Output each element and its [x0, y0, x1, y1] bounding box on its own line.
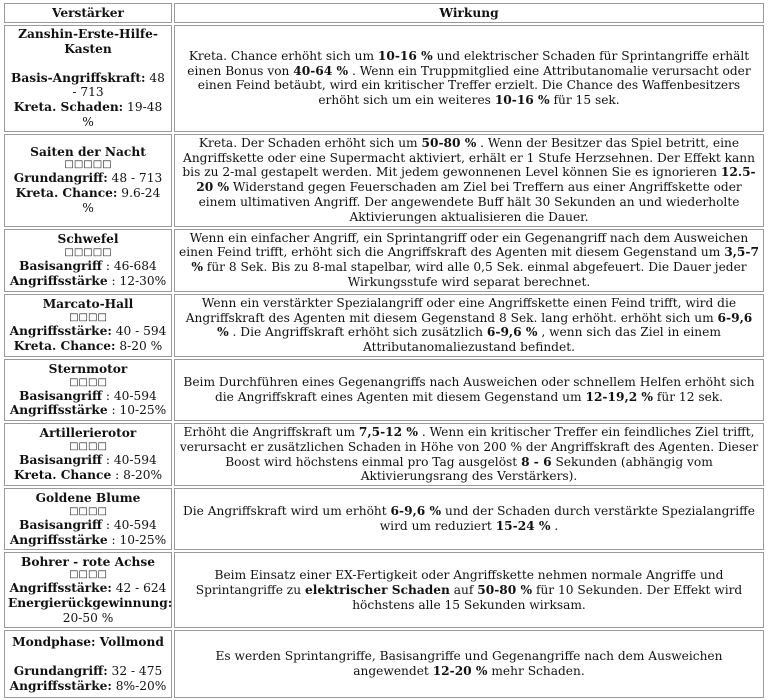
stat-value: : 10-25% — [107, 403, 167, 418]
amplifier-cell — [4, 229, 172, 292]
effect-highlight: 3,5-7 % — [191, 245, 759, 275]
effect-cell — [174, 359, 764, 421]
effect-text: und der Schaden durch verstärkte Spezialangriffe wird um reduziert — [379, 504, 756, 534]
stat-label: Basisangriff — [19, 453, 103, 468]
table-row — [4, 294, 764, 357]
stat-value: : 40-594 — [102, 388, 157, 403]
effect-text: Wenn ein verstärkter Spezialangriff oder eine Angriffskette einen Feind trifft, wird die Angriffskraft des Agenten mit diesem Gegenstand 8 Sek. lang erhöht. erhöht sich um — [185, 295, 737, 325]
effect-highlight: 8 - 6 — [521, 454, 552, 469]
stat-line — [8, 100, 168, 130]
effect-highlight: 12-19,2 % — [585, 389, 653, 404]
stat-label: Basisangriff — [19, 258, 103, 273]
effect-text: Sekunden (abhängig vom Aktivierungsrang des Verstärkers). — [360, 454, 713, 484]
effect-highlight: 10-16 % — [377, 48, 433, 63]
effect-text: . — [550, 519, 559, 534]
stat-label: Basisangriff — [19, 388, 103, 403]
effect-highlight: 10-16 % — [494, 93, 550, 108]
stat-line — [8, 403, 168, 418]
stat-label: Angriffsstärke: — [9, 678, 112, 693]
amplifier-name: Marcato-Hall — [42, 297, 134, 312]
stat-line — [8, 71, 168, 101]
table-row — [4, 423, 764, 486]
stat-label: Kreta. Chance: — [15, 186, 118, 201]
stat-label: Grundangriff: — [13, 171, 108, 186]
effect-text: Beim Durchführen eines Gegenangriffs nach Ausweichen oder schnellem Helfen erhöht sich die Angriffskraft eines Agenten mit diesem Gegenstand um — [183, 375, 755, 404]
stat-line — [8, 581, 168, 596]
stat-label: Angriffsstärke: — [9, 581, 112, 596]
effect-text: für 12 sek. — [653, 389, 724, 404]
stat-value: 32 - 475 — [107, 663, 163, 678]
amplifier-cell — [4, 423, 172, 486]
effect-cell — [174, 552, 764, 628]
effect-cell — [174, 294, 764, 357]
table-row — [4, 488, 764, 550]
rarity-stars-icon: □□□□ — [69, 569, 107, 581]
effect-highlight: 6-9,6 % — [390, 504, 442, 519]
amplifier-name: Saiten der Nacht — [30, 144, 146, 159]
effect-text: . Wenn ein Truppmitglied eine Attributanomalie verursacht oder einen Feind betäubt, wird ein kritischer Treffer erzielt. Die Chance des Waffenbesitzers erhöht sich um ein weiteres — [197, 63, 751, 108]
effect-text: Wenn ein einfacher Angriff, ein Sprintangriff oder ein Gegenangriff nach dem Ausweichen einen Feind trifft, erhöht sich die Angriffskraft des Agenten mit diesem Gegenstand um — [179, 230, 749, 260]
effect-cell — [174, 630, 764, 698]
effect-text: Kreta. Der Schaden erhöht sich um — [198, 135, 422, 150]
stat-label: Angriffsstärke — [9, 273, 108, 288]
stat-line — [8, 339, 168, 354]
effect-cell — [174, 134, 764, 227]
stat-label: Energierückgewinnung: — [8, 596, 173, 611]
effect-text: Die Angriffskraft wird um erhöht — [182, 504, 391, 519]
stat-value: : 40-594 — [102, 517, 157, 532]
stat-line — [8, 186, 168, 216]
header-effect: Wirkung — [174, 3, 764, 23]
stat-line — [8, 324, 168, 339]
effect-text: Widerstand gegen Feuerschaden am Ziel bei Treffern aus einer Angriffskette oder einem ultimativen Angriff. Der angewendete Buff hält 30 Sekunden an und wiederholte Aktivierungen aktualisieren die Dauer. — [198, 180, 742, 224]
effect-highlight: 7,5-12 % — [358, 424, 418, 439]
stat-label: Grundangriff: — [13, 663, 108, 678]
effect-text: Kreta. Chance erhöht sich um — [188, 48, 378, 63]
stat-label: Angriffsstärke — [9, 532, 108, 547]
stat-value: 19-48 % — [82, 100, 163, 129]
effect-text: . Die Angriffskraft erhöht sich zusätzlich — [228, 325, 487, 340]
stat-value: : 12-30% — [107, 273, 167, 288]
stat-line — [8, 518, 168, 533]
stat-line — [8, 259, 168, 274]
rarity-stars-icon: □□□□ — [69, 376, 107, 388]
stat-line — [8, 171, 168, 186]
stat-label: Angriffsstärke: — [9, 323, 112, 338]
amplifier-cell — [4, 359, 172, 421]
effect-text: . Wenn ein kritischer Treffer ein feindliches Ziel trifft, verursacht er zusätzlichen Schaden in Höhe von 200 % der Angriffskraft des Agenten. Dieser Boost wird höchstens einmal pro Tag ausgelöst — [179, 424, 759, 469]
stat-line — [8, 596, 173, 626]
amplifier-name: Artillerierotor — [39, 426, 137, 441]
effect-highlight: elektrischer Schaden — [304, 582, 450, 597]
rarity-stars-icon — [8, 57, 168, 71]
amplifier-name: Zanshin-Erste-Hilfe-Kasten — [18, 27, 158, 56]
amplifier-name: Schwefel — [57, 231, 119, 246]
rarity-stars-icon: □□□□□ — [64, 246, 112, 258]
effect-highlight: 6-9,6 % — [217, 310, 753, 340]
amplifier-name: Sternmotor — [48, 361, 128, 376]
effect-text: und elektrischer Schaden für Sprintangriffe erhält einen Bonus von — [187, 48, 750, 78]
table-row — [4, 134, 764, 227]
stat-value: : 40-594 — [102, 453, 157, 468]
header-row — [4, 3, 764, 23]
effect-text: , wenn sich das Ziel in einem Attributanomaliezustand befindet. — [363, 325, 721, 355]
stat-value: 42 - 624 — [111, 581, 167, 596]
amplifier-cell — [4, 552, 172, 628]
amplifier-cell — [4, 630, 172, 698]
effect-cell — [174, 488, 764, 550]
stat-value: 40 - 594 — [111, 323, 167, 338]
stat-label: Kreta. Chance: — [13, 338, 116, 353]
effect-highlight: 6-9,6 % — [486, 325, 538, 340]
stat-label: Basis-Angriffskraft: — [11, 70, 146, 85]
stat-line — [8, 664, 168, 679]
stat-value: 20-50 % — [62, 610, 114, 625]
stat-label: Kreta. Chance — [13, 467, 112, 482]
amplifier-cell — [4, 25, 172, 132]
effect-text: . Wenn der Besitzer das Spiel betritt, eine Angriffskette oder eine Supermacht aktiviert, erhält er 1 Stufe Herzsehnen. Der Effekt kann bis zu 2-mal gestapelt werden. Mit jedem gewonnenen Level können Sie es ignorieren — [182, 135, 755, 180]
effect-text: für 8 Sek. Bis zu 8-mal stapelbar, wird alle 0,5 Sek. einmal abgefeuert. Die Dauer jeder Wirkungsstufe wird separat berechnet. — [202, 260, 747, 289]
stat-value: : 8-20% — [111, 467, 163, 482]
amplifier-cell — [4, 134, 172, 227]
rarity-stars-icon: □□□□ — [69, 311, 107, 323]
stat-value: 48 - 713 — [72, 70, 165, 100]
effect-highlight: 12.5-20 % — [196, 165, 756, 195]
table-row — [4, 25, 764, 132]
effect-text: mehr Schaden. — [487, 664, 585, 679]
stat-line — [8, 389, 168, 404]
effect-text: auf — [449, 582, 478, 597]
stat-value: 8-20 % — [115, 338, 163, 353]
stat-value: 48 - 713 — [107, 171, 163, 186]
stat-label: Kreta. Schaden: — [13, 100, 124, 115]
rarity-stars-icon — [8, 650, 168, 664]
effect-cell — [174, 25, 764, 132]
stat-line — [8, 468, 168, 483]
effect-highlight: 50-80 % — [421, 135, 477, 150]
effect-text: Erhöht die Angriffskraft um — [183, 424, 359, 439]
amplifier-name: Goldene Blume — [35, 490, 141, 505]
stat-line — [8, 533, 168, 548]
effect-highlight: 50-80 % — [477, 582, 533, 597]
header-amplifier: Verstärker — [4, 3, 172, 23]
effect-highlight: 12-20 % — [432, 664, 488, 679]
rarity-stars-icon: □□□□ — [69, 441, 107, 453]
stat-line — [8, 274, 168, 289]
effect-cell — [174, 423, 764, 486]
stat-value: : 10-25% — [107, 532, 167, 547]
amplifier-cell — [4, 488, 172, 550]
amplifier-name: Bohrer - rote Achse — [21, 554, 155, 569]
rarity-stars-icon: □□□□□ — [64, 159, 112, 171]
effect-highlight: 40-64 % — [293, 63, 349, 78]
effect-text: für 10 Sekunden. Der Effekt wird höchstens alle 15 Sekunden wirksam. — [352, 582, 743, 612]
stat-line — [8, 453, 168, 468]
amplifier-cell — [4, 294, 172, 357]
effect-highlight: 15-24 % — [495, 519, 551, 534]
amplifier-table — [2, 1, 766, 700]
effect-text: Beim Einsatz einer EX-Fertigkeit oder Angriffskette nehmen normale Angriffe und Sprintangriffe zu — [195, 567, 724, 597]
stat-value: 8%-20% — [111, 678, 167, 693]
stat-value: 9.6-24 % — [82, 186, 161, 215]
effect-text: für 15 sek. — [549, 93, 620, 108]
stat-label: Basisangriff — [19, 517, 103, 532]
table-row — [4, 552, 764, 628]
table-row — [4, 229, 764, 292]
effect-text: Es werden Sprintangriffe, Basisangriffe und Gegenangriffe nach dem Ausweichen angewendet — [215, 649, 723, 679]
amplifier-name: Mondphase: Vollmond — [12, 634, 164, 649]
stat-label: Angriffsstärke — [9, 403, 108, 418]
table-row — [4, 359, 764, 421]
rarity-stars-icon: □□□□ — [69, 505, 107, 517]
stat-value: : 46-684 — [102, 258, 157, 273]
table-row — [4, 630, 764, 698]
effect-cell — [174, 229, 764, 292]
